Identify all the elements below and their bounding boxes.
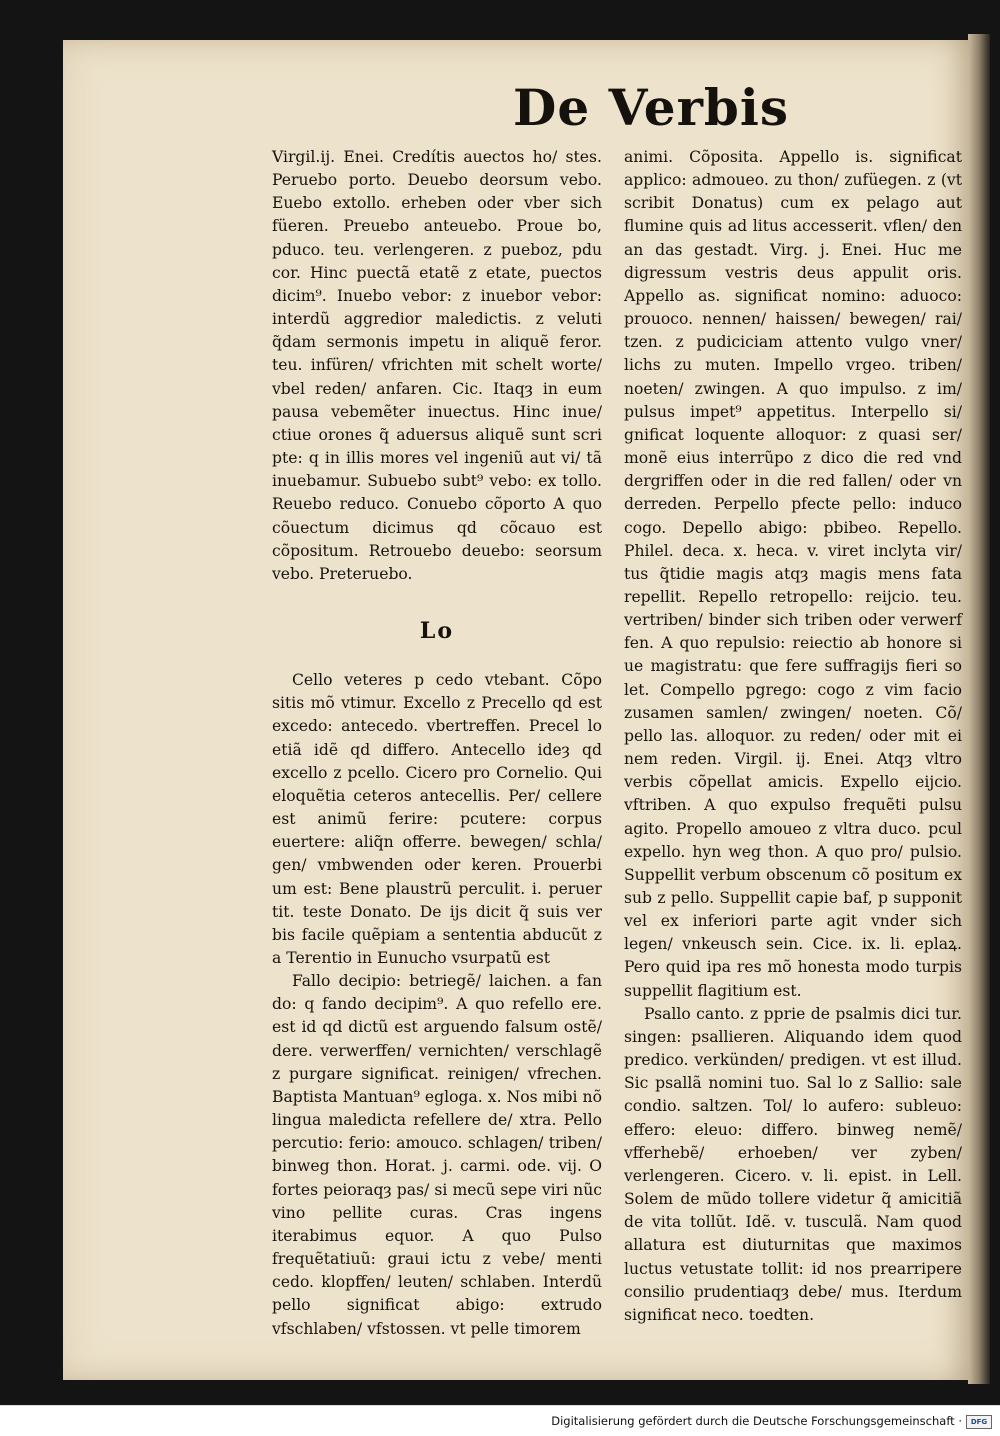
right-column [624,146,962,1327]
section-heading: Lo [419,617,455,644]
page-edge [968,34,990,1384]
left-paragraph-3: Fallo decipio: betriegẽ/ laichen. a fan do: q fando decipim⁹. A quo refello ere. est id qd dictũ est arguendo falsum ostẽ/ dere. verwerffen/ vernichten/ verschlagẽ z purgare significat. reinigen/ vfrechen. Baptista Mantuan⁹ egloga. x. Nos mibi nõ lingua maledicta refellere de/ xtra. Pello percutio: ferio: amouco. schlagen/ triben/ binweg thon. Horat. j. carmi. ode. vij. O fortes peioraqȝ pas/ si mecũ sepe viri nũc vino pellite curas. Cras ingens iterabimus equor. A quo Pulso frequẽtatiuũ: graui ictu z vebe/ menti cedo. klopffen/ leuten/ schlaben. Interdũ pello significat abigo: extrudo vfschlaben/ vfstossen. vt pelle timorem [272,972,602,1338]
footer-credit: Digitalisierung gefördert durch die Deutsche Forschungsgemeinschaft · [551,1414,962,1428]
right-paragraph-2: Psallo canto. z pprie de psalmis dici tur. singen: psallieren. Aliquando idem quod predico. verkünden/ predigen. vt est illud. Sic psallã nomini tuo. Sal lo z Sallio: sale condio. saltzen. Tol/ lo aufero: subleuo: effero: eleuo: differo. binweg nemẽ/ vfferhebẽ/ erhoeben/ ver zyben/ verlengeren. Cicero. v. li. epist. in Lell. Solem de mũdo tollere videtur q̃ amicitiã de vita tollũt. Idẽ. v. tusculã. Nam quod allatura est diuturnitas que maximos luctus vetustate tollit: id nos prearripere consilio prudentiaqȝ debe/ mus. Iterdum significat neco. toedten. [624,1004,962,1324]
left-paragraph-1: Virgil.ij. Enei. Credítis auectos ho/ stes. Peruebo porto. Deuebo deorsum vebo. Euebo extollo. erheben oder vber sich füeren. Preuebo anteuebo. Proue bo, pduco. teu. verlengeren. z pueboz, pdu cor. Hinc puectã etatẽ z etate, puectos dicim⁹. Inuebo vebor: z inuebor vebor: interdũ aggredior maledictis. z veluti q̃dam sermonis impetu in aliquẽ feror. teu. infüren/ vfrichten mit schelt worte/ vbel reden/ anfaren. Cic. Itaqȝ in eum pausa vebemẽter inuectus. Hinc inue/ ctiue orones q̃ aduersus aliquẽ sunt scri pte: q in illis mores vel ingeniũ aut vi/ tã inuebamur. Subuebo subt⁹ vebo: ex tollo. Reuebo reduco. Conuebo cõporto A quo cõuectum dicimus qd cõcauo est cõpositum. Retrouebo deuebo: seorsum vebo. Preteruebo. [272,148,602,583]
right-paragraph-1: animi. Cõposita. Appello is. significat applico: admoueo. zu thon/ zufüegen. z (vt scribit Donatus) cum ex pelago aut flumine quis ad litus accesserit. vflen/ den an das gestadt. Virg. j. Enei. Huc me digressum vestris deus appulit oris. Appello as. significat nomino: aduoco: prouoco. nennen/ haissen/ bewegen/ rai/ tzen. z pudiciciam attento vulgo vner/ lichs zu muten. Impello vrgeo. triben/ noeten/ zwingen. A quo impulso. z im/ pulsus impet⁹ appetitus. Interpello si/ gnificat loquente alloquor: z quasi ser/ monẽ eius interrũpo z dico die red vnd dergriffen oder in die red fallen/ oder vn derreden. Perpello pfecte pello: induco cogo. Depello abigo: pbibeo. Repello. Philel. deca. x. heca. v. viret inclyta vir/ tus q̃tidie magis atqȝ magis mens fata repellit. Repello retropello: reijcio. teu. vertriben/ binder sich triben oder verwerf fen. A quo repulsio: reiectio ab honore si ue magistratu: que fere suffragijs fieri so let. Compello pgrego: cogo z vim facio zusamen samlen/ zwingen/ noeten. Cõ/ pello las. alloquor. zu reden/ oder mit ei nem reden. Virgil. ij. Enei. Atqȝ vltro verbis cõpellat amicis. Expello eijcio. vftriben. A quo expulso frequẽti pulsu agito. Propello amoueo z vltra duco. pcul expello. hyn weg thon. A quo pro/ pulsio. Suppellit verbum obscenum cõ positum ex sub z pello. Suppellit capie baf, p supponit vel ex inferiori parte agit vnder sich legen/ vnkeusch sein. Cice. ix. li. eplaꝝ. Pero quid ipa res mõ honesta modo turpis suppellit flagitium est. [624,148,962,1000]
footer-bar [0,1405,1000,1436]
dfg-logo[interactable]: DFG [966,1415,992,1429]
running-head: De Verbis [513,78,790,137]
left-column [272,146,602,1341]
left-paragraph-2: Cello veteres p cedo vtebant. Cõpo sitis mõ vtimur. Excello z Precello qd est excedo: antecedo. vbertreffen. Precel lo etiã idẽ qd differo. Antecello ideȝ qd excello z pcello. Cicero pro Cornelio. Qui eloquẽtia ceteros antecellis. Per/ cellere est animũ ferire: pcutere: corpus euertere: aliq̃n offerre. bewegen/ schla/ gen/ vmbwenden oder keren. Prouerbi um est: Bene plaustrũ perculit. i. peruer tit. teste Donato. De ijs dicit q̃ suis ver bis facile quẽpiam a sententia abducũt z a Terentio in Eunucho vsurpatũ est [272,671,602,967]
